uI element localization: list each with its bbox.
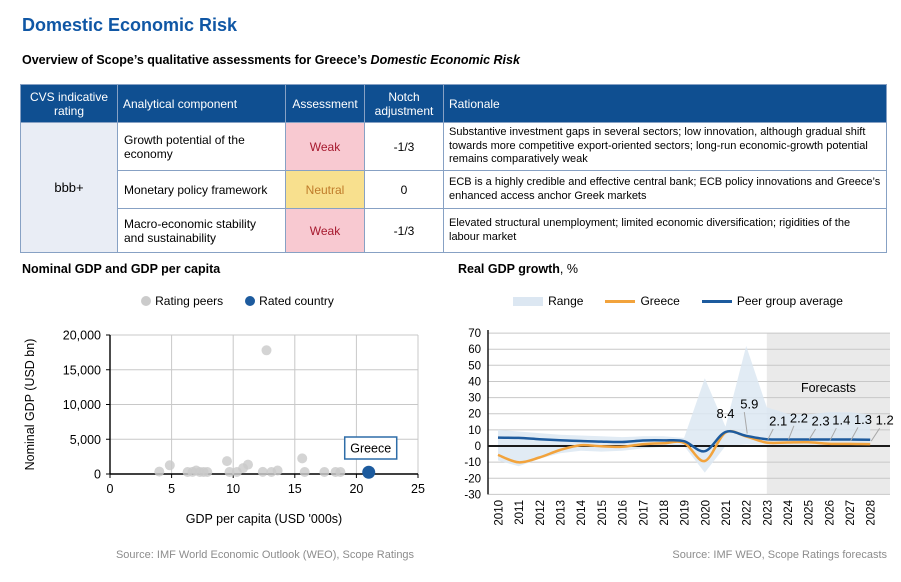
svg-text:Nominal GDP (USD bn): Nominal GDP (USD bn)	[23, 338, 37, 471]
svg-text:20,000: 20,000	[62, 328, 101, 343]
svg-text:2.3: 2.3	[811, 413, 830, 429]
svg-text:Forecasts: Forecasts	[800, 380, 856, 395]
svg-text:2.1: 2.1	[769, 413, 788, 429]
svg-text:1.3: 1.3	[853, 411, 873, 427]
svg-text:8.4: 8.4	[716, 406, 735, 422]
svg-text:70: 70	[468, 328, 481, 341]
svg-text:2023: 2023	[762, 500, 775, 526]
svg-text:60: 60	[468, 344, 481, 357]
legend-label-range: Range	[548, 294, 584, 308]
svg-text:2026: 2026	[824, 500, 837, 526]
assessment-badge: Weak	[286, 123, 365, 171]
line-chart-title-bold: Real GDP growth	[458, 262, 560, 276]
svg-text:GDP per capita (USD '000s): GDP per capita (USD '000s)	[185, 512, 343, 526]
svg-text:50: 50	[468, 360, 481, 373]
svg-text:2020: 2020	[700, 500, 713, 526]
header-notch-adjustment: Notch adjustment	[365, 85, 444, 123]
legend-item-rated-country	[245, 294, 334, 308]
subtitle-italic-text: Domestic Economic Risk	[370, 53, 520, 67]
header-cvs-indicative-rating: CVS indicative rating	[21, 85, 118, 123]
svg-text:2024: 2024	[783, 500, 795, 526]
legend-item-greece	[605, 294, 679, 308]
svg-text:5.9: 5.9	[740, 396, 759, 412]
component-cell: Monetary policy framework	[118, 171, 286, 209]
assessment-table	[20, 84, 887, 253]
svg-text:2016: 2016	[617, 500, 630, 526]
assessment-badge: Neutral	[286, 171, 365, 209]
cvs-rating-cell: bbb+	[21, 123, 118, 253]
range-swatch	[513, 297, 543, 306]
svg-text:10: 10	[468, 424, 481, 437]
svg-text:2011: 2011	[514, 500, 527, 525]
rationale-cell: ECB is a highly credible and effective central bank; ECB policy innovations and Greece’s enhanced access anchor Greek markets	[444, 171, 887, 209]
line-chart-title-suffix: , %	[559, 262, 578, 276]
legend-item-peer-group-average	[702, 294, 843, 308]
svg-text:2012: 2012	[534, 500, 547, 526]
notch-cell: 0	[365, 171, 444, 209]
svg-text:2018: 2018	[658, 500, 671, 526]
component-cell: Macro-economic stability and sustainability	[118, 209, 286, 253]
svg-text:2025: 2025	[803, 500, 816, 526]
rationale-cell: Elevated structural unemployment; limited economic diversification; rigidities of the labour market	[444, 209, 887, 253]
line-chart	[455, 320, 901, 545]
peer-average-line-swatch	[702, 300, 732, 303]
svg-text:10,000: 10,000	[62, 398, 101, 412]
svg-text:20: 20	[468, 408, 481, 421]
svg-text:10: 10	[226, 482, 241, 496]
svg-text:0: 0	[106, 482, 114, 496]
line-chart-title	[458, 262, 578, 276]
notch-cell: -1/3	[365, 123, 444, 171]
legend-label-peer-group-average: Peer group average	[736, 294, 843, 308]
page-title: Domestic Economic Risk	[22, 15, 238, 35]
svg-text:0: 0	[94, 467, 101, 482]
rated-country-swatch	[245, 296, 255, 306]
svg-text:2019: 2019	[679, 500, 692, 526]
legend-item-rating-peers	[141, 294, 223, 308]
svg-text:15: 15	[287, 482, 302, 496]
svg-text:-30: -30	[464, 489, 481, 502]
svg-text:40: 40	[468, 376, 481, 389]
svg-text:-20: -20	[464, 473, 481, 486]
svg-text:2021: 2021	[721, 500, 733, 526]
page-subtitle	[22, 53, 520, 67]
svg-text:20: 20	[349, 482, 364, 496]
svg-text:2022: 2022	[741, 500, 754, 526]
scatter-chart-source: Source: IMF World Economic Outlook (WEO), Scope Ratings	[115, 549, 415, 561]
svg-text:-10: -10	[464, 457, 481, 470]
rating-peers-swatch	[141, 296, 151, 306]
svg-text:5,000: 5,000	[69, 432, 101, 447]
table-row	[21, 123, 887, 171]
svg-text:2014: 2014	[576, 500, 589, 526]
svg-text:2.2: 2.2	[789, 410, 808, 426]
table-row	[21, 209, 887, 253]
svg-text:2027: 2027	[845, 500, 858, 526]
scatter-chart	[20, 320, 455, 532]
svg-text:2017: 2017	[638, 500, 651, 526]
subtitle-text: Overview of Scope’s qualitative assessments for Greece’s	[22, 53, 371, 67]
svg-text:0: 0	[474, 441, 481, 453]
table-row	[21, 171, 887, 209]
scatter-legend	[20, 294, 455, 308]
legend-item-range	[513, 294, 583, 308]
svg-text:1.2: 1.2	[875, 412, 894, 428]
legend-label-rating-peers: Rating peers	[155, 294, 224, 308]
greece-line-swatch	[605, 300, 635, 303]
svg-text:2015: 2015	[596, 500, 609, 526]
svg-text:1.4: 1.4	[832, 412, 851, 428]
legend-label-rated-country: Rated country	[259, 294, 334, 308]
line-chart-source: Source: IMF WEO, Scope Ratings forecasts	[672, 549, 887, 561]
notch-cell: -1/3	[365, 209, 444, 253]
svg-text:5: 5	[168, 482, 176, 496]
svg-text:30: 30	[468, 392, 481, 405]
svg-text:15,000: 15,000	[62, 363, 101, 378]
rationale-cell: Substantive investment gaps in several sectors; low innovation, although gradual shift towards more competitive export-oriented sectors; long-run economic-growth potential remains comparatively weak	[444, 123, 887, 171]
table-header-row	[21, 85, 887, 123]
svg-text:2013: 2013	[555, 500, 568, 526]
svg-text:2028: 2028	[865, 500, 878, 526]
svg-text:2010: 2010	[493, 500, 506, 526]
svg-text:25: 25	[411, 482, 425, 496]
header-rationale: Rationale	[444, 85, 887, 123]
line-legend	[455, 294, 901, 308]
header-analytical-component: Analytical component	[118, 85, 286, 123]
assessment-badge: Weak	[286, 209, 365, 253]
svg-text:Greece: Greece	[350, 441, 392, 456]
component-cell: Growth potential of the economy	[118, 123, 286, 171]
header-assessment: Assessment	[286, 85, 365, 123]
scatter-chart-title: Nominal GDP and GDP per capita	[22, 262, 221, 276]
legend-label-greece: Greece	[640, 294, 680, 308]
